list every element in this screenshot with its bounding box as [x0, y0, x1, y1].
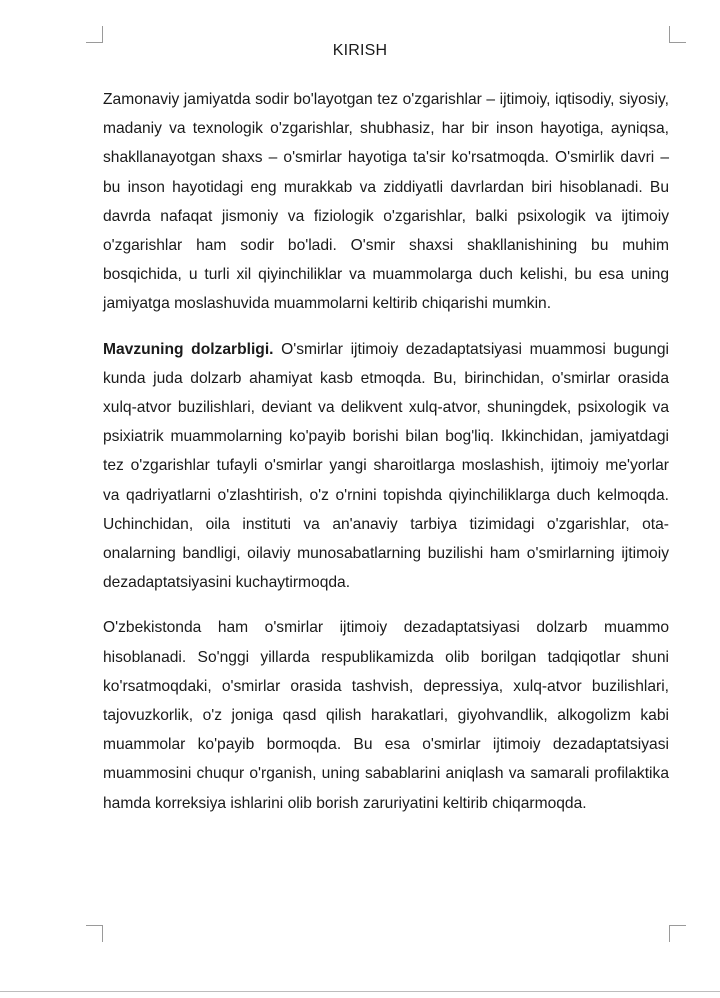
document-body: [103, 85, 669, 834]
page-bottom-edge: [0, 991, 720, 992]
paragraph-lead: Mavzuning dolzarbligi.: [103, 340, 274, 358]
paragraph-text: O'zbekistonda ham o'smirlar ijtimoiy dezadaptatsiyasi dolzarb muammo hisoblanadi. So'nggi yillarda respublikamizda olib borilgan tadqiqotlar shuni ko'rsatmoqdaki, o'smirlar orasida tashvish, depressiya, xulq-atvor buzilishlari, tajovuzkorlik, o'z joniga qasd qilish harakatlari, giyohvandlik, alkogolizm kabi muammolar ko'payib bormoqda. Bu esa o'smirlar ijtimoiy dezadaptatsiyasi muammosini chuqur o'rganish, uning sabablarini aniqlash va samarali profilaktika hamda korreksiya ishlarini olib borish zaruriyatini keltirib chiqarmoqda.: [103, 619, 669, 812]
margin-corner-bottom-right: [669, 925, 686, 942]
margin-corner-top-left: [86, 26, 103, 43]
margin-corner-top-right: [669, 26, 686, 43]
paragraph-relevance: [103, 335, 669, 598]
page-title: KIRISH: [332, 42, 388, 59]
paragraph-intro: [103, 85, 669, 319]
margin-corner-bottom-left: [86, 925, 103, 942]
paragraph-uzbekistan: [103, 613, 669, 817]
paragraph-text: Zamonaviy jamiyatda sodir bo'layotgan tez o'zgarishlar – ijtimoiy, iqtisodiy, siyosiy, madaniy va texnologik o'zgarishlar, shubhasiz, har bir inson hayotiga, ayniqsa, shakllanayotgan shaxs – o'smirlar hayotiga ta'sir ko'rsatmoqda. O'smirlik davri – bu inson hayotidagi eng murakkab va ziddiyatli davrlardan biri hisoblanadi. Bu davrda nafaqat jismoniy va fiziologik o'zgarishlar, balki psixologik va ijtimoiy o'zgarishlar ham sodir bo'ladi. O'smir shaxsi shakllanishining bu muhim bosqichida, u turli xil qiyinchiliklar va muammolarga duch kelishi, bu esa uning jamiyatga moslashuvida muammolarni keltirib chiqarishi mumkin.: [103, 91, 669, 313]
paragraph-text: O'smirlar ijtimoiy dezadaptatsiyasi muammosi bugungi kunda juda dolzarb ahamiyat kasb etmoqda. Bu, birinchidan, o'smirlar orasida xulq-atvor buzilishlari, deviant va delikvent xulq-atvor, shuningdek, psixologik va psixiatrik muammolarning ko'payib borishi bilan bog'liq. Ikkinchidan, jamiyatdagi tez o'zgarishlar tufayli o'smirlar yangi sharoitlarga moslashish, ijtimoiy me'yorlar va qadriyatlarni o'zlashtirish, o'z o'rnini topishda qiyinchiliklarga duch kelmoqda. Uchinchidan, oila instituti va an'anaviy tarbiya tizimidagi o'zgarishlar, ota-onalarning bandligi, oilaviy munosabatlarning buzilishi ham o'smirlarning ijtimoiy dezadaptatsiyasini kuchaytirmoqda.: [103, 340, 669, 592]
